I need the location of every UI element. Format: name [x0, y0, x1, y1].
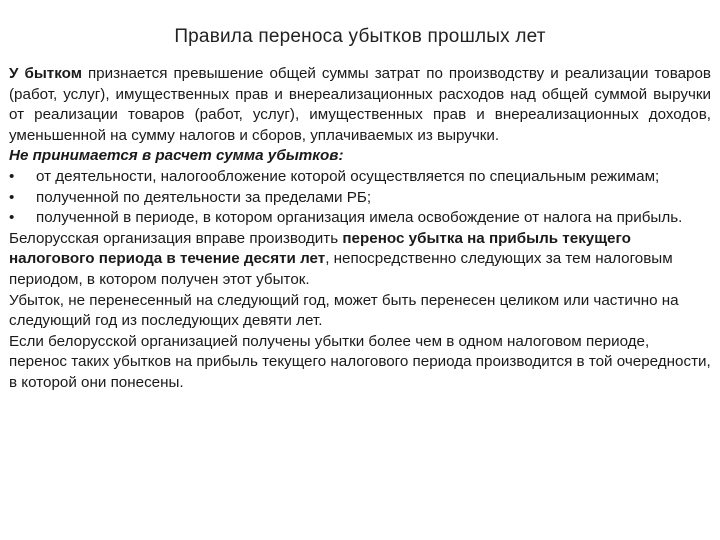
- carryforward-tail: , непосредственно следующих за тем налоговым периодом, в котором получен этот убыток.: [9, 250, 673, 288]
- definition-text: признается превышение общей суммы затрат по производству и реализации товаров (работ, услуг), имущественных прав и внереализационных расходов над общей суммой выручки от реализации товаров (работ, услуг), имущественных прав и внереализационных доходов, уменьшенной на сумму налогов и сборов, уплачиваемых из выручки.: [9, 65, 711, 144]
- list-item-text: от деятельности, налогообложение которой осуществляется по специальным режимам;: [36, 167, 660, 185]
- bullet-icon: •: [9, 167, 15, 185]
- carryforward-paragraph: [9, 229, 711, 291]
- list-item: [9, 188, 711, 209]
- definition-term: У бытком: [9, 65, 82, 82]
- order-paragraph: Если белорусской организацией получены убытки более чем в одном налоговом периоде, перенос таких убытков на прибыль текущего налогового периода производится в той очередности, в которой они понесены.: [9, 332, 711, 391]
- exclusion-list: [9, 167, 711, 229]
- partial-transfer-paragraph: Убыток, не перенесенный на следующий год, может быть перенесен целиком или частично на следующий год из последующих девяти лет.: [9, 291, 679, 330]
- slide-title: Правила переноса убытков прошлых лет: [174, 26, 546, 47]
- definition-paragraph: [9, 64, 711, 146]
- carryforward-highlight: перенос убытка на прибыль текущего налогового периода в течение десяти лет: [9, 229, 631, 268]
- bullet-icon: •: [9, 209, 15, 227]
- list-item: [9, 167, 711, 188]
- slide-content: [9, 64, 711, 394]
- carryforward-lead: Белорусская организация вправе производить: [9, 229, 343, 247]
- bullet-icon: •: [9, 188, 15, 206]
- list-item: [9, 208, 711, 229]
- exclusion-heading: Не принимается в расчет сумма убытков:: [9, 147, 344, 165]
- list-item-text: полученной в периоде, в котором организация имела освобождение от налога на прибыль.: [36, 209, 683, 227]
- list-item-text: полученной по деятельности за пределами РБ;: [36, 188, 372, 206]
